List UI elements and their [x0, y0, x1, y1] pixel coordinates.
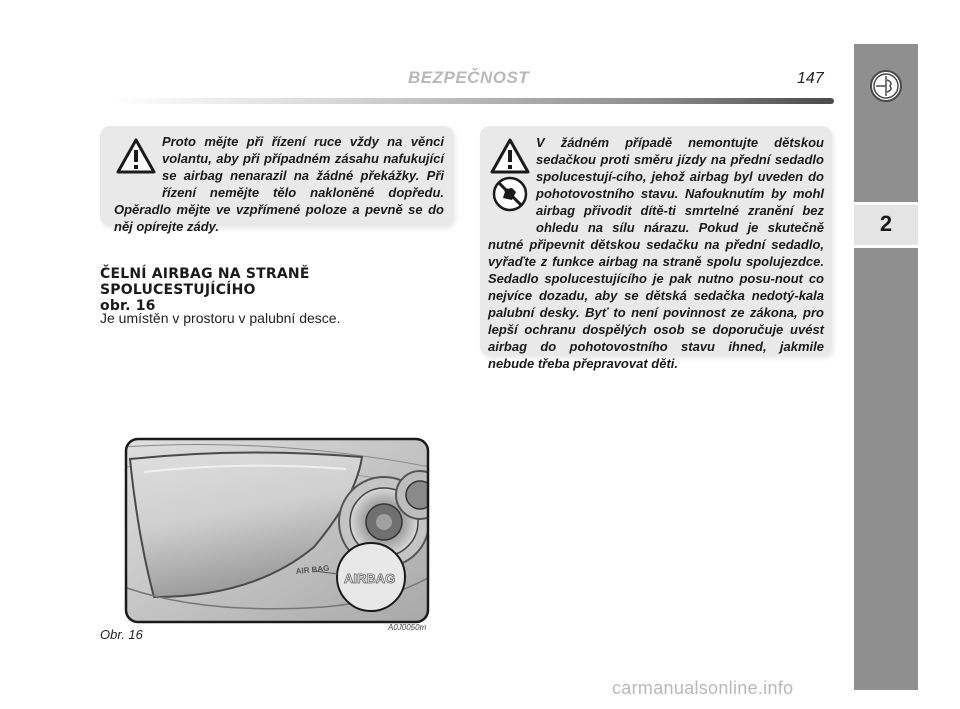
section-heading-title: ČELNÍ AIRBAG NA STRANĚ SPOLUCESTUJÍCÍHO [100, 266, 310, 298]
page-number: 147 [797, 70, 824, 87]
warning-box-child-seat [480, 126, 832, 371]
warning-text-right: V žádném případě nemontujte dětskou sedačkou proti směru jízdy na přední sedadlo spolucestují-cího, jehož airbag byl uveden do pohotovostního stavu. Nafouknutím by mohl airbag přivodit dítě-ti smrtelné zranění bez ohledu na sílu nárazu. Pokud je skutečně nutné připevnit dětskou sedačku na přední sedadlo, vyřaďte z funkce airbag na straně spolu spolujezdce. Sedadlo spolucestujícího je pak nutno posu-nout co nejvíce dozadu, aby se dětská sedačka nedotý-kala palubní desky. Byť to není povinnost ze zákona, pro lepší ochranu dospělých osob se doporučuje uvést airbag do pohotovostního stavu ihned, jakmile nebude třeba přepravovat děti. [488, 135, 824, 371]
warning-box-hands-on-wheel [100, 126, 454, 234]
sidebar-chapter-tab[interactable] [854, 205, 918, 245]
airbag-label-large: AIRBAG [344, 571, 396, 586]
section-heading-figure-ref: obr. 16 [100, 298, 156, 314]
dashboard-airbag-illustration [124, 437, 430, 624]
figure-caption: Obr. 16 [100, 627, 143, 642]
figure-code: A0J0050m [388, 623, 427, 632]
section-heading [100, 266, 460, 314]
alfa-romeo-logo-icon [870, 70, 902, 102]
figure-passenger-airbag [124, 437, 430, 624]
header-divider [112, 98, 834, 104]
warning-text-left: Proto mějte při řízení ruce vždy na věnci volantu, aby při případném zásahu nafukující se airbag nenarazil na žádné překážky. Při řízení nemějte tělo nakloněné dopředu. Opěradlo mějte ve vzpřímené poloze a pevně se do něj opírejte zády. [114, 134, 444, 234]
airbag-label-small: AIR BAG [295, 563, 330, 576]
sidebar-logo-tab [854, 44, 918, 202]
page-header-title: BEZPEČNOST [408, 68, 530, 87]
sidebar-blank-tab [854, 248, 918, 690]
section-body-text: Je umístěn v prostoru v palubní desce. [100, 310, 341, 326]
watermark: carmanualsonline.info [612, 678, 794, 698]
chapter-number: 2 [879, 211, 893, 236]
